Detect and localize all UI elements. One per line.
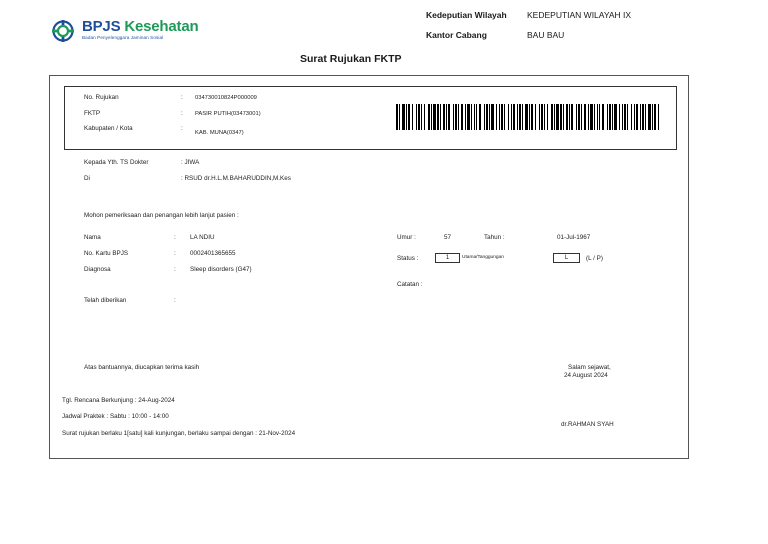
barcode-bar	[544, 104, 545, 130]
document-title: Surat Rujukan FKTP	[300, 53, 402, 65]
fktp-value: PASIR PUTIH(03473001)	[195, 111, 261, 117]
barcode-bar	[569, 104, 570, 130]
barcode-bar	[471, 104, 472, 130]
referral-barcode	[396, 104, 659, 130]
barcode-bar	[443, 104, 445, 130]
barcode-bar	[467, 104, 470, 130]
barcode-bar	[508, 104, 509, 130]
barcode-bar	[624, 104, 626, 130]
kabupaten-value: KAB. MUNA(0347)	[195, 130, 244, 136]
visit-plan-text: Tgl. Rencana Berkunjung : 24-Aug-2024	[62, 397, 175, 404]
barcode-bar	[560, 104, 562, 130]
doctor-signature-name: dr.RAHMAN SYAH	[561, 421, 614, 428]
gender-description: (L / P)	[586, 255, 603, 262]
barcode-bar	[634, 104, 635, 130]
card-number-label: No. Kartu BPJS	[84, 250, 129, 257]
patient-name-label: Nama	[84, 234, 101, 241]
separator: :	[174, 266, 176, 273]
barcode-bar	[539, 104, 540, 130]
barcode-bar	[631, 104, 632, 130]
notes-label: Catatan :	[397, 281, 423, 288]
logo-brand-kesehatan: Kesehatan	[124, 18, 199, 35]
barcode-bar	[627, 104, 628, 130]
separator: :	[174, 297, 176, 304]
barcode-bar	[551, 104, 553, 130]
card-number-value: 0002401365655	[190, 250, 236, 257]
barcode-bar	[517, 104, 518, 130]
barcode-bar	[645, 104, 646, 130]
logo-brand	[82, 18, 198, 35]
barcode-bar	[437, 104, 439, 130]
barcode-bar	[402, 104, 405, 130]
barcode-bar	[614, 104, 617, 130]
place-value: : RSUD dr.H.L.M.BAHARUDDIN,M.Kes	[181, 175, 291, 182]
status-box: 1	[435, 253, 460, 263]
barcode-bar	[465, 104, 466, 130]
barcode-bar	[547, 104, 548, 130]
bpjs-logo	[52, 18, 199, 46]
barcode-bar	[607, 104, 608, 130]
barcode-bar	[590, 104, 593, 130]
barcode-bar	[396, 104, 398, 130]
barcode-bar	[416, 104, 417, 130]
barcode-bar	[584, 104, 586, 130]
barcode-bar	[541, 104, 543, 130]
barcode-bar	[602, 104, 604, 130]
barcode-bar	[566, 104, 568, 130]
doctor-value: : JIWA	[181, 159, 200, 166]
barcode-bar	[642, 104, 644, 130]
barcode-bar	[535, 104, 536, 130]
status-label: Status :	[397, 255, 419, 262]
place-label: Di	[84, 175, 90, 182]
barcode-bar	[609, 104, 611, 130]
separator: :	[181, 94, 183, 101]
schedule-text: Jadwal Praktek : Sabtu : 10:00 - 14:00	[62, 413, 169, 420]
barcode-bar	[406, 104, 407, 130]
year-label: Tahun :	[484, 234, 505, 241]
thanks-text: Atas bantuannya, diucapkan terima kasih	[84, 364, 200, 371]
barcode-bar	[599, 104, 600, 130]
barcode-bar	[474, 104, 475, 130]
barcode-bar	[640, 104, 641, 130]
logo-brand-bpjs: BPJS	[82, 18, 121, 35]
kabupaten-label: Kabupaten / Kota	[84, 125, 133, 132]
letter-date: 24 August 2024	[564, 372, 608, 379]
barcode-bar	[576, 104, 577, 130]
barcode-bar	[525, 104, 528, 130]
deputy-label: Kedeputian Wilayah	[426, 10, 507, 20]
barcode-bar	[491, 104, 494, 130]
barcode-bar	[428, 104, 430, 130]
barcode-bar	[556, 104, 559, 130]
barcode-bar	[529, 104, 530, 130]
barcode-bar	[418, 104, 420, 130]
branch-label: Kantor Cabang	[426, 30, 487, 40]
barcode-bar	[654, 104, 656, 130]
barcode-bar	[554, 104, 555, 130]
separator: :	[181, 125, 183, 132]
barcode-bar	[431, 104, 432, 130]
barcode-bar	[499, 104, 500, 130]
barcode-bar	[476, 104, 477, 130]
barcode-bar	[458, 104, 459, 130]
diagnosis-label: Diagnosa	[84, 266, 111, 273]
separator: :	[174, 234, 176, 241]
barcode-bar	[496, 104, 497, 130]
gender-box: L	[553, 253, 580, 263]
patient-name-value: LA NDIU	[190, 234, 215, 241]
barcode-bar	[581, 104, 582, 130]
barcode-bar	[433, 104, 436, 130]
barcode-bar	[511, 104, 512, 130]
barcode-bar	[412, 104, 413, 130]
status-description: Utama/Tanggungan	[462, 255, 504, 260]
barcode-bar	[479, 104, 481, 130]
barcode-bar	[448, 104, 450, 130]
barcode-bar	[531, 104, 533, 130]
validity-text: Surat rujukan berlaku 1[satu] kali kunjungan, berlaku sampai dengan : 21-Nov-2024	[62, 430, 296, 437]
request-text: Mohon pemeriksaan dan penangan lebih lanjut pasien :	[84, 212, 239, 219]
birth-date: 01-Jul-1967	[557, 234, 591, 241]
greeting-text: Salam sejawat,	[568, 364, 611, 371]
barcode-bar	[424, 104, 425, 130]
separator: :	[174, 250, 176, 257]
barcode-bar	[594, 104, 595, 130]
barcode-bar	[421, 104, 422, 130]
fktp-label: FKTP	[84, 110, 101, 117]
barcode-bar	[571, 104, 573, 130]
barcode-bar	[619, 104, 620, 130]
barcode-bar	[588, 104, 589, 130]
diagnosis-value: Sleep disorders (G47)	[190, 266, 252, 273]
barcode-bar	[597, 104, 598, 130]
barcode-bar	[652, 104, 653, 130]
barcode-bar	[522, 104, 523, 130]
barcode-bar	[399, 104, 400, 130]
barcode-bar	[461, 104, 463, 130]
barcode-bar	[408, 104, 410, 130]
barcode-bar	[489, 104, 490, 130]
no-rujukan-value: 034730010824P000009	[195, 95, 257, 101]
barcode-bar	[455, 104, 457, 130]
separator: :	[181, 110, 183, 117]
treatment-given-label: Telah diberikan	[84, 297, 127, 304]
barcode-bar	[440, 104, 441, 130]
barcode-bar	[519, 104, 521, 130]
barcode-bar	[513, 104, 515, 130]
branch-value: BAU BAU	[527, 30, 565, 40]
barcode-bar	[648, 104, 651, 130]
barcode-bar	[486, 104, 488, 130]
barcode-bar	[484, 104, 485, 130]
bpjs-emblem-icon	[52, 20, 74, 42]
barcode-bar	[453, 104, 454, 130]
barcode-bar	[636, 104, 638, 130]
no-rujukan-label: No. Rujukan	[84, 94, 119, 101]
logo-subtitle: Badan Penyelenggara Jaminan Sosial	[82, 35, 164, 40]
deputy-value: KEDEPUTIAN WILAYAH IX	[527, 10, 632, 20]
barcode-bar	[578, 104, 580, 130]
barcode-bar	[563, 104, 564, 130]
barcode-bar	[612, 104, 613, 130]
barcode-bar	[658, 104, 659, 130]
barcode-bar	[622, 104, 623, 130]
barcode-bar	[446, 104, 447, 130]
age-label: Umur :	[397, 234, 416, 241]
doctor-label: Kepada Yth. TS Dokter	[84, 159, 149, 166]
barcode-bar	[501, 104, 503, 130]
age-value: 57	[444, 234, 452, 241]
barcode-bar	[504, 104, 505, 130]
